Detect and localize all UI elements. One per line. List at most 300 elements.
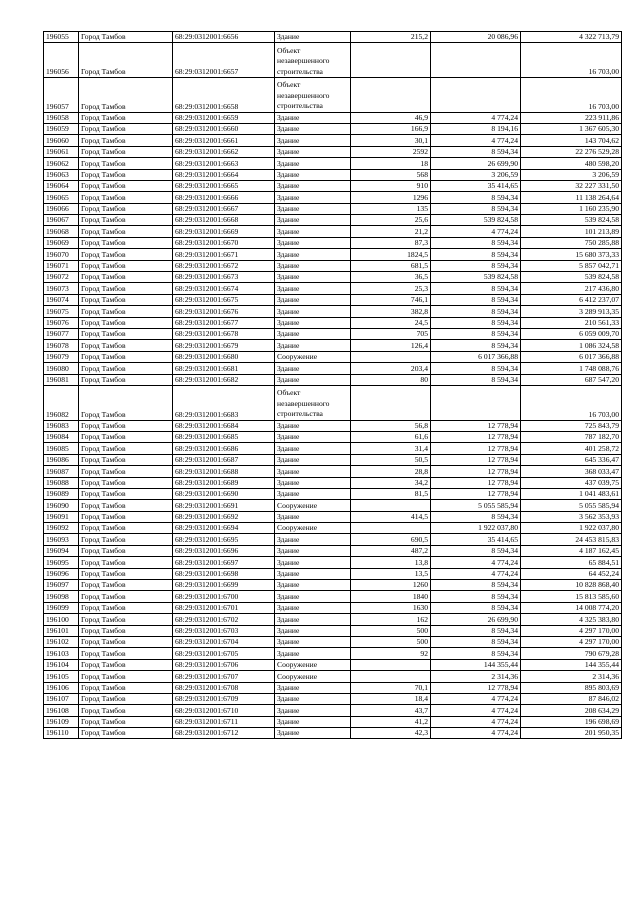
table-row: [44, 648, 622, 659]
area-cell: 18,4: [351, 693, 431, 704]
cadastral-value-cell: 143 704,62: [521, 135, 622, 146]
row-number-cell: 196058: [44, 112, 79, 123]
unit-value-cell: 8 594,34: [431, 363, 521, 374]
row-number-cell: 196096: [44, 568, 79, 579]
unit-value-cell: 8 594,34: [431, 511, 521, 522]
locality-cell: Город Тамбов: [79, 123, 173, 134]
cadastral-value-cell: 4 187 162,45: [521, 545, 622, 556]
row-number-cell: 196104: [44, 659, 79, 670]
object-type-cell: Объект незавершенного строительства: [275, 77, 351, 112]
locality-cell: Город Тамбов: [79, 226, 173, 237]
unit-value-cell: 8 594,34: [431, 636, 521, 647]
area-cell: 414,5: [351, 511, 431, 522]
unit-value-cell: 26 699,90: [431, 614, 521, 625]
unit-value-cell: 8 594,34: [431, 602, 521, 613]
locality-cell: Город Тамбов: [79, 534, 173, 545]
row-number-cell: 196079: [44, 351, 79, 362]
locality-cell: Город Тамбов: [79, 636, 173, 647]
locality-cell: Город Тамбов: [79, 192, 173, 203]
locality-cell: Город Тамбов: [79, 545, 173, 556]
row-number-cell: 196086: [44, 454, 79, 465]
row-number-cell: 196107: [44, 693, 79, 704]
cadastral-number-cell: 68:29:0312001:6672: [173, 260, 275, 271]
area-cell: [351, 351, 431, 362]
table-row: [44, 693, 622, 704]
table-row: [44, 158, 622, 169]
unit-value-cell: 12 778,94: [431, 454, 521, 465]
row-number-cell: 196084: [44, 431, 79, 442]
unit-value-cell: 8 594,34: [431, 237, 521, 248]
cadastral-value-cell: 401 258,72: [521, 443, 622, 454]
cadastral-number-cell: 68:29:0312001:6706: [173, 659, 275, 670]
cadastral-number-cell: 68:29:0312001:6688: [173, 466, 275, 477]
locality-cell: Город Тамбов: [79, 671, 173, 682]
row-number-cell: 196087: [44, 466, 79, 477]
row-number-cell: 196062: [44, 158, 79, 169]
unit-value-cell: 8 194,16: [431, 123, 521, 134]
locality-cell: Город Тамбов: [79, 374, 173, 385]
locality-cell: Город Тамбов: [79, 283, 173, 294]
object-type-cell: Сооружение: [275, 523, 351, 534]
table-row: [44, 112, 622, 123]
area-cell: 80: [351, 374, 431, 385]
cadastral-number-cell: 68:29:0312001:6662: [173, 146, 275, 157]
cadastral-number-cell: 68:29:0312001:6664: [173, 169, 275, 180]
row-number-cell: 196105: [44, 671, 79, 682]
unit-value-cell: 8 594,34: [431, 146, 521, 157]
locality-cell: Город Тамбов: [79, 169, 173, 180]
cadastral-number-cell: 68:29:0312001:6707: [173, 671, 275, 682]
table-row: [44, 602, 622, 613]
locality-cell: Город Тамбов: [79, 203, 173, 214]
locality-cell: Город Тамбов: [79, 180, 173, 191]
cadastral-value-cell: 201 950,35: [521, 728, 622, 739]
table-row: [44, 682, 622, 693]
object-type-cell: Здание: [275, 169, 351, 180]
unit-value-cell: 35 414,65: [431, 180, 521, 191]
cadastral-number-cell: 68:29:0312001:6697: [173, 557, 275, 568]
locality-cell: Город Тамбов: [79, 466, 173, 477]
cadastral-value-cell: 16 703,00: [521, 77, 622, 112]
object-type-cell: Здание: [275, 488, 351, 499]
object-type-cell: Сооружение: [275, 671, 351, 682]
locality-cell: Город Тамбов: [79, 317, 173, 328]
object-type-cell: Здание: [275, 215, 351, 226]
area-cell: 13,8: [351, 557, 431, 568]
area-cell: 166,9: [351, 123, 431, 134]
area-cell: 56,8: [351, 420, 431, 431]
cadastral-number-cell: 68:29:0312001:6658: [173, 77, 275, 112]
cadastral-value-cell: 1 160 235,90: [521, 203, 622, 214]
unit-value-cell: 12 778,94: [431, 488, 521, 499]
area-cell: 92: [351, 648, 431, 659]
cadastral-value-cell: 217 436,80: [521, 283, 622, 294]
cadastral-value-cell: 645 336,47: [521, 454, 622, 465]
object-type-cell: Здание: [275, 180, 351, 191]
row-number-cell: 196059: [44, 123, 79, 134]
area-cell: 690,5: [351, 534, 431, 545]
unit-value-cell: 4 774,24: [431, 693, 521, 704]
area-cell: 2592: [351, 146, 431, 157]
unit-value-cell: 539 824,58: [431, 215, 521, 226]
object-type-cell: Здание: [275, 237, 351, 248]
unit-value-cell: [431, 43, 521, 78]
row-number-cell: 196076: [44, 317, 79, 328]
table-row: [44, 203, 622, 214]
object-type-cell: Здание: [275, 454, 351, 465]
row-number-cell: 196094: [44, 545, 79, 556]
locality-cell: Город Тамбов: [79, 454, 173, 465]
table-body: [44, 32, 622, 739]
cadastral-number-cell: 68:29:0312001:6671: [173, 249, 275, 260]
cadastral-value-cell: 5 857 042,71: [521, 260, 622, 271]
locality-cell: Город Тамбов: [79, 625, 173, 636]
unit-value-cell: 144 355,44: [431, 659, 521, 670]
locality-cell: Город Тамбов: [79, 420, 173, 431]
table-row: [44, 306, 622, 317]
cadastral-value-cell: 64 452,24: [521, 568, 622, 579]
locality-cell: Город Тамбов: [79, 158, 173, 169]
object-type-cell: Здание: [275, 135, 351, 146]
table-row: [44, 614, 622, 625]
unit-value-cell: 8 594,34: [431, 545, 521, 556]
object-type-cell: Здание: [275, 329, 351, 340]
unit-value-cell: 3 206,59: [431, 169, 521, 180]
row-number-cell: 196095: [44, 557, 79, 568]
unit-value-cell: 8 594,34: [431, 294, 521, 305]
cadastral-number-cell: 68:29:0312001:6698: [173, 568, 275, 579]
area-cell: 34,2: [351, 477, 431, 488]
locality-cell: Город Тамбов: [79, 112, 173, 123]
locality-cell: Город Тамбов: [79, 249, 173, 260]
area-cell: 46,9: [351, 112, 431, 123]
object-type-cell: Здание: [275, 716, 351, 727]
cadastral-value-cell: 6 017 366,88: [521, 351, 622, 362]
cadastral-number-cell: 68:29:0312001:6659: [173, 112, 275, 123]
table-row: [44, 625, 622, 636]
unit-value-cell: 5 055 585,94: [431, 500, 521, 511]
table-row: [44, 260, 622, 271]
cadastral-value-cell: 32 227 331,50: [521, 180, 622, 191]
table-row: [44, 351, 622, 362]
row-number-cell: 196069: [44, 237, 79, 248]
unit-value-cell: 8 594,34: [431, 249, 521, 260]
cadastral-value-cell: 10 828 868,40: [521, 580, 622, 591]
row-number-cell: 196093: [44, 534, 79, 545]
row-number-cell: 196103: [44, 648, 79, 659]
cadastral-number-cell: 68:29:0312001:6681: [173, 363, 275, 374]
row-number-cell: 196057: [44, 77, 79, 112]
unit-value-cell: 8 594,34: [431, 591, 521, 602]
cadastral-number-cell: 68:29:0312001:6676: [173, 306, 275, 317]
table-row: [44, 488, 622, 499]
cadastral-number-cell: 68:29:0312001:6684: [173, 420, 275, 431]
cadastral-number-cell: 68:29:0312001:6709: [173, 693, 275, 704]
cadastral-number-cell: 68:29:0312001:6699: [173, 580, 275, 591]
cadastral-number-cell: 68:29:0312001:6666: [173, 192, 275, 203]
locality-cell: Город Тамбов: [79, 272, 173, 283]
row-number-cell: 196098: [44, 591, 79, 602]
unit-value-cell: 12 778,94: [431, 477, 521, 488]
object-type-cell: Здание: [275, 693, 351, 704]
cadastral-number-cell: 68:29:0312001:6677: [173, 317, 275, 328]
table-row: [44, 329, 622, 340]
cadastral-number-cell: 68:29:0312001:6692: [173, 511, 275, 522]
cadastral-value-cell: 208 634,29: [521, 705, 622, 716]
unit-value-cell: 4 774,24: [431, 728, 521, 739]
area-cell: 18: [351, 158, 431, 169]
locality-cell: Город Тамбов: [79, 351, 173, 362]
locality-cell: Город Тамбов: [79, 568, 173, 579]
area-cell: 31,4: [351, 443, 431, 454]
cadastral-value-cell: 6 412 237,07: [521, 294, 622, 305]
cadastral-value-cell: 368 033,47: [521, 466, 622, 477]
row-number-cell: 196099: [44, 602, 79, 613]
cadastral-value-cell: 4 325 383,80: [521, 614, 622, 625]
cadastral-value-cell: 1 367 605,30: [521, 123, 622, 134]
object-type-cell: Здание: [275, 728, 351, 739]
locality-cell: Город Тамбов: [79, 488, 173, 499]
table-row: [44, 557, 622, 568]
area-cell: 36,5: [351, 272, 431, 283]
cadastral-number-cell: 68:29:0312001:6673: [173, 272, 275, 283]
locality-cell: Город Тамбов: [79, 294, 173, 305]
table-row: [44, 705, 622, 716]
table-row: [44, 374, 622, 385]
unit-value-cell: 4 774,24: [431, 135, 521, 146]
cadastral-number-cell: 68:29:0312001:6689: [173, 477, 275, 488]
cadastral-number-cell: 68:29:0312001:6675: [173, 294, 275, 305]
cadastral-value-cell: 539 824,58: [521, 215, 622, 226]
unit-value-cell: 8 594,34: [431, 306, 521, 317]
cadastral-value-cell: 3 562 353,93: [521, 511, 622, 522]
table-row: [44, 192, 622, 203]
row-number-cell: 196061: [44, 146, 79, 157]
area-cell: 1260: [351, 580, 431, 591]
cadastral-value-cell: 24 453 815,83: [521, 534, 622, 545]
object-type-cell: Здание: [275, 705, 351, 716]
locality-cell: Город Тамбов: [79, 77, 173, 112]
area-cell: 681,5: [351, 260, 431, 271]
cadastral-number-cell: 68:29:0312001:6682: [173, 374, 275, 385]
row-number-cell: 196097: [44, 580, 79, 591]
locality-cell: Город Тамбов: [79, 431, 173, 442]
unit-value-cell: 20 086,96: [431, 32, 521, 43]
row-number-cell: 196109: [44, 716, 79, 727]
area-cell: 21,2: [351, 226, 431, 237]
object-type-cell: Здание: [275, 466, 351, 477]
cadastral-value-cell: 5 055 585,94: [521, 500, 622, 511]
cadastral-number-cell: 68:29:0312001:6683: [173, 385, 275, 420]
cadastral-number-cell: 68:29:0312001:6704: [173, 636, 275, 647]
locality-cell: Город Тамбов: [79, 329, 173, 340]
locality-cell: Город Тамбов: [79, 146, 173, 157]
row-number-cell: 196075: [44, 306, 79, 317]
cadastral-value-cell: 6 059 009,70: [521, 329, 622, 340]
table-row: [44, 466, 622, 477]
cadastral-value-cell: 101 213,89: [521, 226, 622, 237]
cadastral-number-cell: 68:29:0312001:6686: [173, 443, 275, 454]
row-number-cell: 196082: [44, 385, 79, 420]
area-cell: 382,8: [351, 306, 431, 317]
row-number-cell: 196066: [44, 203, 79, 214]
area-cell: 500: [351, 636, 431, 647]
object-type-cell: Сооружение: [275, 659, 351, 670]
locality-cell: Город Тамбов: [79, 477, 173, 488]
row-number-cell: 196085: [44, 443, 79, 454]
object-type-cell: Сооружение: [275, 500, 351, 511]
locality-cell: Город Тамбов: [79, 591, 173, 602]
table-row: [44, 77, 622, 112]
locality-cell: Город Тамбов: [79, 682, 173, 693]
area-cell: 126,4: [351, 340, 431, 351]
cadastral-number-cell: 68:29:0312001:6696: [173, 545, 275, 556]
cadastral-number-cell: 68:29:0312001:6661: [173, 135, 275, 146]
table-row: [44, 728, 622, 739]
unit-value-cell: 8 594,34: [431, 374, 521, 385]
object-type-cell: Здание: [275, 32, 351, 43]
area-cell: 705: [351, 329, 431, 340]
cadastral-number-cell: 68:29:0312001:6678: [173, 329, 275, 340]
area-cell: 1630: [351, 602, 431, 613]
table-row: [44, 511, 622, 522]
table-row: [44, 294, 622, 305]
object-type-cell: Здание: [275, 340, 351, 351]
area-cell: 215,2: [351, 32, 431, 43]
locality-cell: Город Тамбов: [79, 237, 173, 248]
unit-value-cell: 8 594,34: [431, 317, 521, 328]
table-row: [44, 671, 622, 682]
object-type-cell: Здание: [275, 283, 351, 294]
unit-value-cell: 8 594,34: [431, 260, 521, 271]
row-number-cell: 196110: [44, 728, 79, 739]
locality-cell: Город Тамбов: [79, 340, 173, 351]
row-number-cell: 196091: [44, 511, 79, 522]
table-row: [44, 169, 622, 180]
area-cell: 24,5: [351, 317, 431, 328]
object-type-cell: Здание: [275, 545, 351, 556]
object-type-cell: Здание: [275, 602, 351, 613]
row-number-cell: 196056: [44, 43, 79, 78]
cadastral-number-cell: 68:29:0312001:6674: [173, 283, 275, 294]
cadastral-value-cell: 4 297 170,00: [521, 636, 622, 647]
cadastral-number-cell: 68:29:0312001:6660: [173, 123, 275, 134]
cadastral-value-cell: 4 297 170,00: [521, 625, 622, 636]
table-row: [44, 716, 622, 727]
table-row: [44, 500, 622, 511]
cadastral-value-cell: 3 289 913,35: [521, 306, 622, 317]
unit-value-cell: 12 778,94: [431, 466, 521, 477]
unit-value-cell: 12 778,94: [431, 431, 521, 442]
row-number-cell: 196092: [44, 523, 79, 534]
area-cell: [351, 659, 431, 670]
locality-cell: Город Тамбов: [79, 602, 173, 613]
object-type-cell: Здание: [275, 591, 351, 602]
table-row: [44, 420, 622, 431]
area-cell: 1840: [351, 591, 431, 602]
cadastral-number-cell: 68:29:0312001:6695: [173, 534, 275, 545]
object-type-cell: Здание: [275, 146, 351, 157]
area-cell: 500: [351, 625, 431, 636]
cadastral-value-cell: 3 206,59: [521, 169, 622, 180]
cadastral-value-cell: 1 922 037,80: [521, 523, 622, 534]
object-type-cell: Здание: [275, 568, 351, 579]
row-number-cell: 196060: [44, 135, 79, 146]
locality-cell: Город Тамбов: [79, 580, 173, 591]
object-type-cell: Здание: [275, 192, 351, 203]
area-cell: 41,2: [351, 716, 431, 727]
unit-value-cell: 26 699,90: [431, 158, 521, 169]
table-row: [44, 283, 622, 294]
area-cell: 746,1: [351, 294, 431, 305]
cadastral-number-cell: 68:29:0312001:6691: [173, 500, 275, 511]
locality-cell: Город Тамбов: [79, 385, 173, 420]
cadastral-value-cell: 1 748 088,76: [521, 363, 622, 374]
locality-cell: Город Тамбов: [79, 260, 173, 271]
table-row: [44, 146, 622, 157]
table-row: [44, 363, 622, 374]
row-number-cell: 196089: [44, 488, 79, 499]
cadastral-value-cell: 65 884,51: [521, 557, 622, 568]
cadastral-number-cell: 68:29:0312001:6701: [173, 602, 275, 613]
row-number-cell: 196088: [44, 477, 79, 488]
cadastral-number-cell: 68:29:0312001:6657: [173, 43, 275, 78]
area-cell: 1296: [351, 192, 431, 203]
unit-value-cell: 8 594,34: [431, 340, 521, 351]
unit-value-cell: 4 774,24: [431, 705, 521, 716]
unit-value-cell: 12 778,94: [431, 420, 521, 431]
row-number-cell: 196108: [44, 705, 79, 716]
cadastral-value-cell: 687 547,20: [521, 374, 622, 385]
row-number-cell: 196055: [44, 32, 79, 43]
table-row: [44, 340, 622, 351]
cadastral-value-cell: 14 008 774,20: [521, 602, 622, 613]
unit-value-cell: 8 594,34: [431, 648, 521, 659]
area-cell: 203,4: [351, 363, 431, 374]
object-type-cell: Здание: [275, 260, 351, 271]
unit-value-cell: 12 778,94: [431, 443, 521, 454]
unit-value-cell: 6 017 366,88: [431, 351, 521, 362]
cadastral-number-cell: 68:29:0312001:6679: [173, 340, 275, 351]
table-row: [44, 272, 622, 283]
cadastral-value-cell: 480 598,20: [521, 158, 622, 169]
area-cell: [351, 77, 431, 112]
object-type-cell: Здание: [275, 226, 351, 237]
unit-value-cell: 8 594,34: [431, 203, 521, 214]
area-cell: 87,3: [351, 237, 431, 248]
cadastral-value-cell: 750 285,88: [521, 237, 622, 248]
locality-cell: Город Тамбов: [79, 135, 173, 146]
cadastral-value-cell: 725 843,79: [521, 420, 622, 431]
area-cell: 135: [351, 203, 431, 214]
row-number-cell: 196106: [44, 682, 79, 693]
row-number-cell: 196074: [44, 294, 79, 305]
cadastral-value-cell: 196 698,69: [521, 716, 622, 727]
area-cell: 50,5: [351, 454, 431, 465]
unit-value-cell: 12 778,94: [431, 682, 521, 693]
cadastral-number-cell: 68:29:0312001:6656: [173, 32, 275, 43]
object-type-cell: Здание: [275, 625, 351, 636]
object-type-cell: Здание: [275, 477, 351, 488]
object-type-cell: Сооружение: [275, 351, 351, 362]
row-number-cell: 196100: [44, 614, 79, 625]
cadastral-value-cell: 790 679,28: [521, 648, 622, 659]
cadastral-number-cell: 68:29:0312001:6705: [173, 648, 275, 659]
unit-value-cell: 4 774,24: [431, 568, 521, 579]
area-cell: 487,2: [351, 545, 431, 556]
locality-cell: Город Тамбов: [79, 716, 173, 727]
unit-value-cell: [431, 77, 521, 112]
